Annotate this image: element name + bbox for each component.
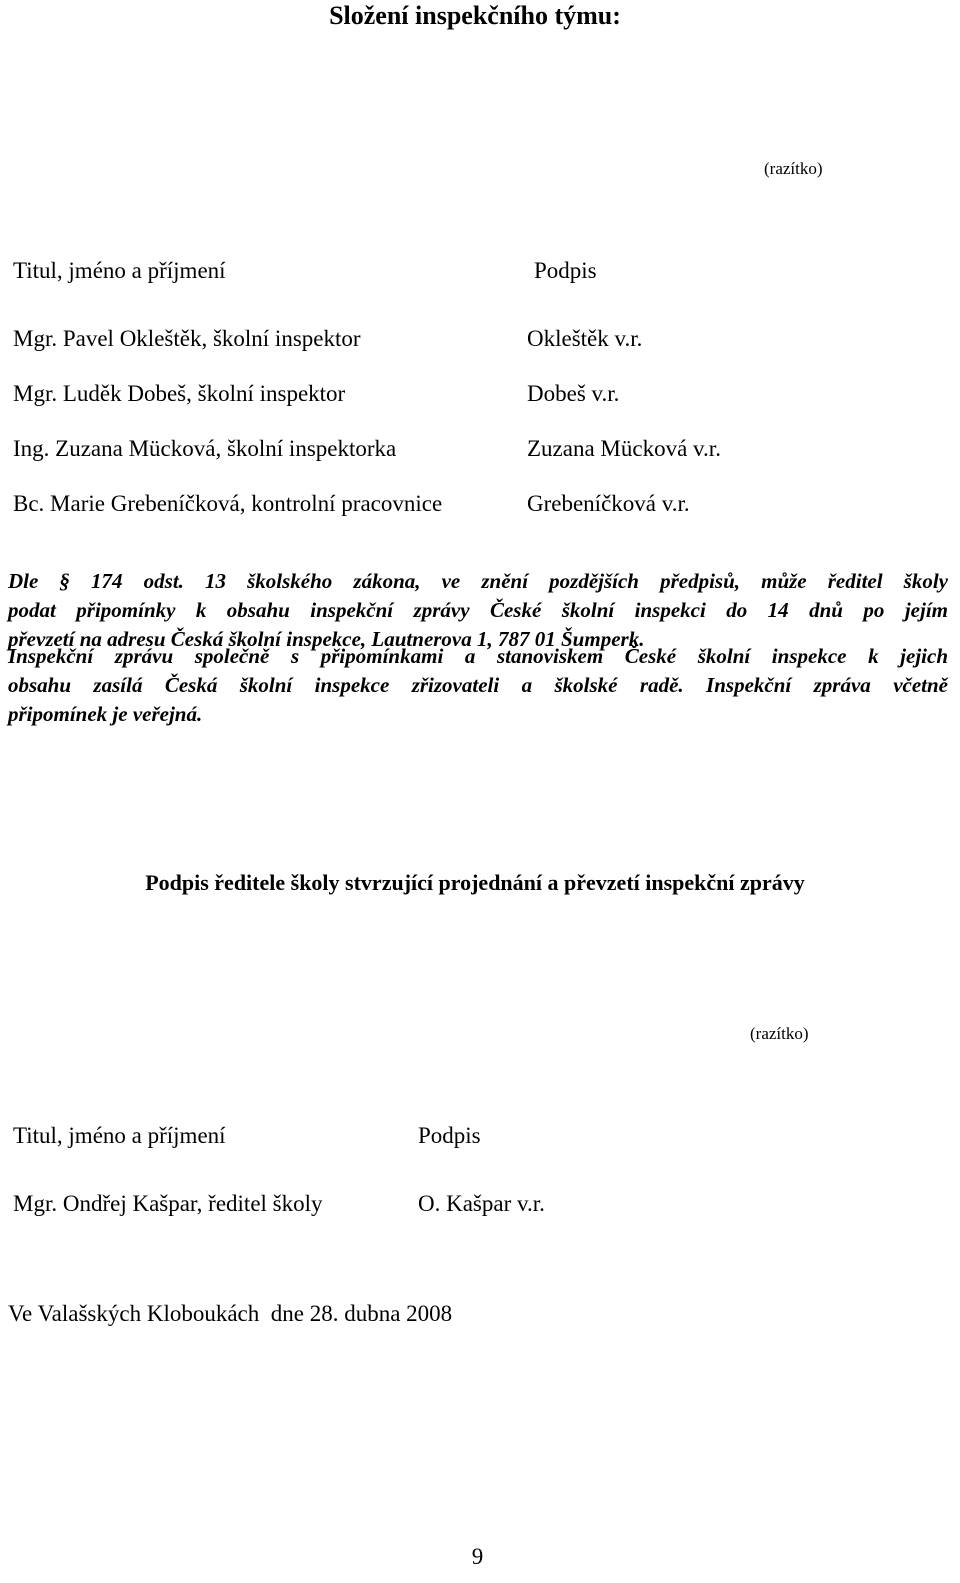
- director-name: Mgr. Ondřej Kašpar, ředitel školy: [13, 1191, 323, 1216]
- director-header-signature: Podpis: [418, 1123, 481, 1148]
- notice-paragraph-1: [8, 567, 948, 654]
- team-member-name: Mgr. Luděk Dobeš, školní inspektor: [13, 381, 346, 406]
- director-header-name: Titul, jméno a příjmení: [13, 1123, 226, 1148]
- page-number: 9: [471, 1544, 484, 1569]
- place-and-date: Ve Valašských Kloboukách dne 28. dubna 2008: [8, 1301, 453, 1326]
- page-title: Složení inspekčního týmu:: [329, 1, 621, 30]
- team-member-signature: Grebeníčková v.r.: [527, 491, 690, 516]
- notice-line: Dle § 174 odst. 13 školského zákona, ve znění pozdějších předpisů, může ředitel školy: [8, 569, 948, 593]
- team-member-signature: Dobeš v.r.: [527, 381, 620, 406]
- director-signature: O. Kašpar v.r.: [418, 1191, 545, 1216]
- stamp-label-director: (razítko): [750, 1024, 809, 1043]
- notice-line: Inspekční zprávu společně s připomínkami a stanoviskem České školní inspekce k jejich: [8, 644, 948, 668]
- team-member-signature: Okleštěk v.r.: [527, 326, 643, 351]
- team-member-signature: Zuzana Mücková v.r.: [527, 436, 721, 461]
- team-member-name: Mgr. Pavel Okleštěk, školní inspektor: [13, 326, 361, 351]
- team-header-name: Titul, jméno a příjmení: [13, 258, 226, 283]
- team-member-name: Bc. Marie Grebeníčková, kontrolní pracovnice: [13, 491, 443, 516]
- notice-line: obsahu zasílá Česká školní inspekce zřizovateli a školské radě. Inspekční zpráva včetně: [8, 673, 948, 697]
- notice-paragraph-2: [8, 642, 948, 729]
- notice-line: převzetí na adresu Česká školní inspekce, Lautnerova 1, 787 01 Šumperk.: [8, 627, 645, 651]
- notice-line: připomínek je veřejná.: [8, 702, 203, 726]
- team-header-signature: Podpis: [534, 258, 597, 283]
- notice-line: podat připomínky k obsahu inspekční zprávy České školní inspekci do 14 dnů po jejím: [8, 598, 948, 622]
- team-member-name: Ing. Zuzana Mücková, školní inspektorka: [13, 436, 397, 461]
- stamp-label-team: (razítko): [764, 159, 823, 178]
- director-section-heading: Podpis ředitele školy stvrzující projednání a převzetí inspekční zprávy: [145, 870, 805, 895]
